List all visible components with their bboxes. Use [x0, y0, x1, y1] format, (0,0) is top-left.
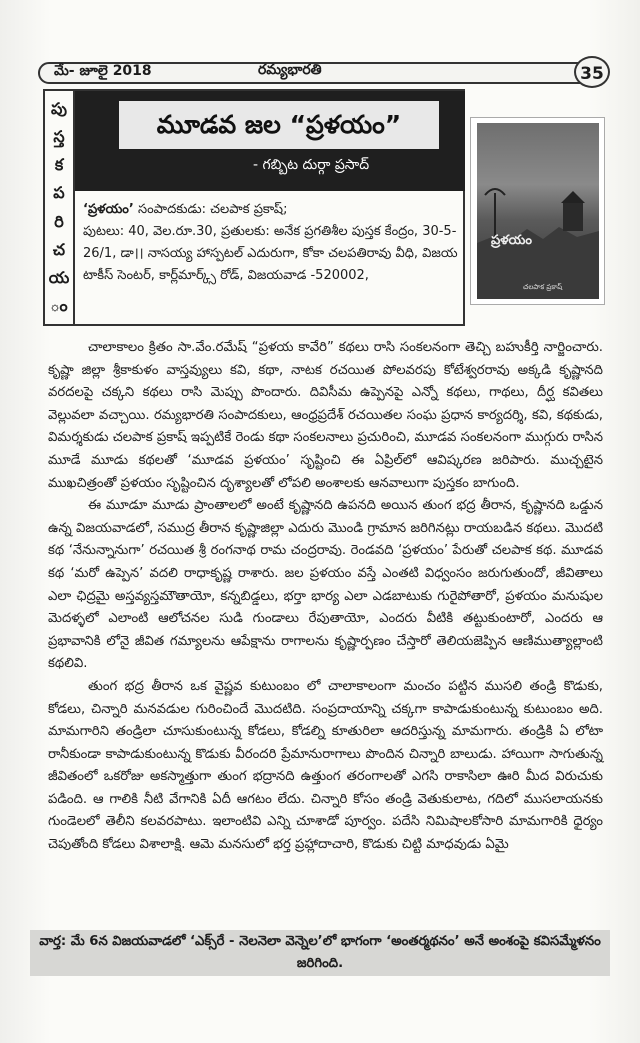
section-label-char: చ — [52, 239, 66, 259]
page-header — [38, 62, 604, 84]
section-label-char: య — [48, 267, 70, 287]
news-note: వార్త: మే 6న విజయవాడలో ‘ఎక్స్‌రే - నెలనెలా వెన్నెల’లో భాగంగా ‘అంతర్మథనం’ అనే అంశంపై కవిసమ్మేళనం జరిగింది. — [30, 930, 610, 976]
section-label-char: స్త — [53, 127, 65, 147]
cover-publisher: చలపాక ప్రకాష్ — [523, 283, 563, 291]
issue-date: మే- జూలై 2018 — [54, 63, 152, 79]
magazine-logo: రమ్యభారతి — [258, 62, 322, 78]
cover-scene-graphic — [477, 123, 599, 299]
section-label-char: క — [54, 155, 64, 175]
book-info: పుటలు: 40, వెల.రూ.30, ప్రతులకు: అనేక ప్రగతిశీల పుస్తక కేంద్రం, 30-5-26/1, డా।। నాసయ్య హాస్పటల్ ఎదురుగా, కోకా చలపతిరావు వీధి, విజయ టాకీస్ సెంటర్, కార్ల్‌మార్క్స్ రోడ్, విజయవాడ -520002, — [83, 224, 458, 283]
body-paragraph: తుంగ భద్ర తీరాన ఒక వైష్ణవ కుటుంబం లో చాలాకాలంగా మంచం పట్టిన ముసలి తండ్రి కొడుకు, కోడలు, చిన్నారి మనవడుల గురించిందే మొదటిది. సంప్రదాయాన్ని చక్కగా కాపాడుకుంటున్న కుటుంబం అది. మామగారిని తండ్రిలా చూసుకుంటున్న కోడలు, కోడల్ని కూతురిలా ఆదరిస్తున్న మామగారు. తండ్రికి ఏ లోటా రానీకుండా కాపాడుకుంటున్న కొడుకు వీరందరి ప్రేమానురాగాలు పొందిన చిన్నారి బాలుడు. హాయిగా సాగుతున్న జీవితంలో ఒకరోజు అకస్మాత్తుగా తుంగ భద్రానది ఉత్తుంగ తరంగాలతో ఎగసి రాకాసిలా ఊరి మీద విరుచుకు పడింది. ఆ గాలికి నీటి వేగానికి ఏదీ ఆగటం లేదు. చిన్నారి కోసం తండ్రి వెతుకులాట, గదిలో ముసలాయనకు గుండెలలో తెలీని కలవరపాటు. ఇలాంటివి ఎన్ని చూశాడో పూర్వం. పదేసి నిమిషాలకోసారి మామగారికి ధైర్యం చెపుతోంది కోడలు విశాలాక్షి. ఆమె మనసులో భర్త ప్రహ్లాదాచారి, కొడుకు చిట్టి మాధవుడు ఏమై — [48, 678, 603, 853]
body-paragraph: చాలాకాలం క్రితం సా.వేం.రమేష్ “ప్రళయ కావేరి” కథలు రాసి సంకలనంగా తెచ్చి బహుకీర్తి నార్జించారు. కృష్ణా జిల్లా శ్రీకాకుళం వాస్తవ్యులు కవి, కథా, నాటక రచయిత పోలవరపు కోటేశ్వరరావు అక్కడి కృష్ణానది వరదలపై చక్కని కథలు రాసి మెప్పు పొందారు. దివిసీమ ఉప్పెనపై ఎన్నో కథలు, గాథలు, దీర్ఘ కవితలు వెల్లువలా వచ్చాయి. రమ్యభారతి సంపాదకులు, ఆంధ్రప్రదేశ్ రచయితల సంఘ ప్రధాన కార్యదర్శి, కవి, కథకుడు, విమర్శకుడు చలపాక ప్రకాష్ ఇప్పటికే రెండు కథా సంకలనాలు ప్రచురించి, మూడవ సంకలనంగా ముగ్గురు రాసిన మూడే మూడు కథలతో ‘మూడవ ప్రళయం’ సృష్టించి ఈ ఏప్రిల్‌లో ఆవిష్కరణ జరిపారు. ముచ్చటైన ముఖచిత్రంతో ప్రళయం సృష్టించిన దృశ్యాలతో లోపలి అంశాలకు ఆనవాలుగా పుస్తకం బాగుంది. — [48, 340, 603, 491]
section-label-char: రి — [54, 211, 64, 231]
book-cover-image — [470, 117, 605, 305]
article-author: - గబ్బిట దుర్గా ప్రసాద్ — [253, 157, 370, 173]
section-label-char: ప — [53, 183, 65, 203]
title-band — [75, 91, 465, 191]
section-label-char: పు — [51, 99, 67, 119]
article-title: మూడవ జల “ప్రళయం” — [119, 101, 439, 149]
article-body — [48, 337, 603, 857]
section-label-char: ం — [50, 295, 68, 315]
book-details — [83, 199, 458, 287]
editor-line: సంపాదకుడు: చలపాక ప్రకాష్; — [137, 202, 288, 217]
section-label — [45, 91, 75, 324]
book-name: ‘ప్రళయం’ — [83, 202, 134, 217]
body-paragraph: ఈ మూడూ మూడు ప్రాంతాలలో అంటే కృష్ణానది ఉపనది అయిన తుంగ భద్ర తీరాన, కృష్ణానది ఒడ్డున ఉన్న విజయవాడలో, సముద్ర తీరాన కృష్ణాజిల్లా ఎదురు మొండి గ్రామాన జరిగినట్లు రాయబడిన కథలు. మొదటి కథ ‘నేనున్నానుగా’ రచయిత శ్రీ రంగనాథ రామ చంద్రరావు. రెండవది ‘ప్రళయం’ పేరుతో చలపాక కథ. మూడవ కథ ‘మరో ఉప్పెన’ వదలి రాధాకృష్ణ రాశారు. జల ప్రళయం వస్తే ఎంతటి విధ్వంసం జరుగుతుందో, జీవితాలు ఎలా ఛిద్రమై అస్తవ్యస్తమౌతాయో, కన్నబిడ్డలు, భర్తా భార్య ఎలా ఎడబాటుకు గురైపోతారో, ప్రళయం మనుషుల మెదళ్ళలో ఎలాంటి ఆలోచనల సుడి గుండాలు రేపుతాయో, ఎందరు వీటికి తట్టుకుంటారో, ఎందరు ఆ ప్రభావానికి లోనై జీవిత గమ్యాలను ఆపేక్షాను రాగాలను కృష్ణార్పణం చేస్తారో తెలియజెప్పిన ఆణిముత్యాల్లాంటి కథలివి. — [48, 498, 603, 672]
cover-title: ప్రళయం — [491, 233, 532, 248]
cover-artwork — [477, 123, 599, 299]
book-review-box — [43, 89, 465, 326]
page-number: 35 — [574, 56, 610, 88]
